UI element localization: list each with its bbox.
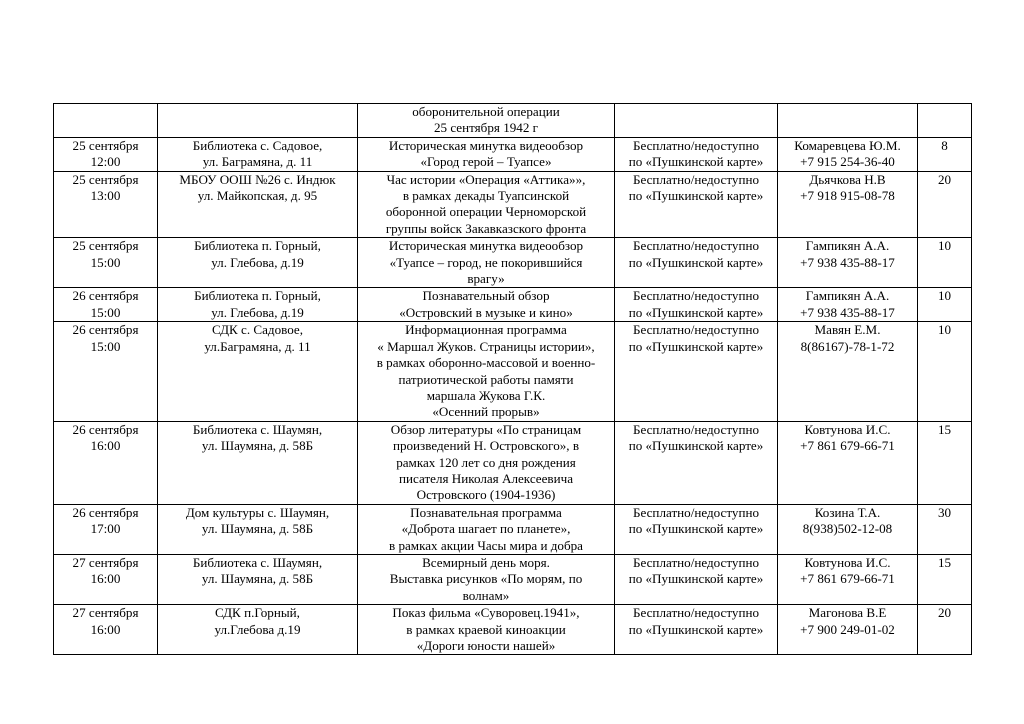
event-date-time-cell [54, 104, 158, 138]
event-attendance-value: 20 [937, 171, 952, 187]
event-description-line: писателя Николая Алексеевича [398, 470, 574, 486]
event-contact-line: +7 938 435-88-17 [800, 304, 895, 320]
event-contact-cell [778, 554, 918, 604]
event-attendance-value: 30 [937, 504, 952, 520]
event-venue-cell [158, 554, 358, 604]
event-description-cell [358, 104, 615, 138]
event-description-cell [358, 288, 615, 322]
event-price-line: по «Пушкинской карте» [628, 521, 764, 537]
events-table [53, 103, 972, 655]
event-contact-cell [778, 504, 918, 554]
event-description-line: Всемирный день моря. [422, 554, 550, 570]
event-venue-cell [158, 238, 358, 288]
event-contact-line: Гампикян А.А. [805, 238, 890, 254]
event-attendance-cell [918, 504, 972, 554]
event-description-cell [358, 137, 615, 171]
event-description-cell [358, 605, 615, 655]
event-description-line: в рамках акции Часы мира и добра [388, 537, 583, 553]
event-date-time-line: 15:00 [90, 338, 121, 354]
event-description-line: Островского (1904-1936) [416, 487, 556, 503]
event-date-time-cell [54, 504, 158, 554]
event-price-line: Бесплатно/недоступно [632, 137, 760, 153]
event-date-time-line: 26 сентября [72, 288, 139, 304]
event-date-time-line: 12:00 [90, 154, 121, 170]
event-venue-line: ул. Глебова, д.19 [211, 304, 304, 320]
event-venue-cell [158, 288, 358, 322]
event-attendance-cell [918, 137, 972, 171]
event-price-cell [615, 171, 778, 238]
event-date-time-line: 13:00 [90, 188, 121, 204]
event-description-cell [358, 504, 615, 554]
table-row [54, 238, 972, 288]
event-price-line: Бесплатно/недоступно [632, 554, 760, 570]
event-date-time-cell [54, 288, 158, 322]
event-venue-line: ул. Глебова, д.19 [211, 254, 304, 270]
event-venue-line: Библиотека п. Горный, [194, 288, 321, 304]
event-venue-line: Библиотека п. Горный, [194, 238, 321, 254]
event-description-line: Историческая минутка видеообзор [388, 238, 584, 254]
event-date-time-cell [54, 554, 158, 604]
event-price-cell [615, 421, 778, 504]
event-price-line: Бесплатно/недоступно [632, 238, 760, 254]
event-description-line: рамках 120 лет со дня рождения [396, 454, 576, 470]
event-description-cell [358, 238, 615, 288]
event-attendance-value: 8 [941, 137, 948, 153]
event-venue-cell [158, 104, 358, 138]
event-contact-line: 8(86167)-78-1-72 [800, 338, 895, 354]
event-contact-cell [778, 322, 918, 421]
event-date-time-line: 15:00 [90, 254, 121, 270]
event-venue-line: МБОУ ООШ №26 с. Индюк [179, 171, 336, 187]
event-date-time-line: 16:00 [90, 571, 121, 587]
event-attendance-cell [918, 322, 972, 421]
event-description-line: врагу» [467, 271, 505, 287]
event-description-line: «Город герой – Туапсе» [420, 154, 552, 170]
event-venue-cell [158, 421, 358, 504]
event-date-time-line: 25 сентября [72, 171, 139, 187]
event-description-cell [358, 554, 615, 604]
event-description-line: «Островский в музыке и кино» [399, 304, 573, 320]
event-venue-line: ул. Баграмяна, д. 11 [202, 154, 313, 170]
event-price-cell [615, 554, 778, 604]
event-price-line: по «Пушкинской карте» [628, 338, 764, 354]
event-attendance-cell [918, 421, 972, 504]
event-price-cell [615, 288, 778, 322]
event-venue-line: ул. Шаумяна, д. 58Б [201, 521, 314, 537]
event-venue-cell [158, 137, 358, 171]
event-attendance-value: 10 [937, 288, 952, 304]
event-price-line: по «Пушкинской карте» [628, 438, 764, 454]
event-price-line: Бесплатно/недоступно [632, 171, 760, 187]
event-attendance-value: 10 [937, 238, 952, 254]
event-attendance-value: 10 [937, 322, 952, 338]
event-description-line: Час истории «Операция «Аттика»», [386, 171, 586, 187]
event-date-time-line: 27 сентября [72, 554, 139, 570]
event-description-line: Познавательная программа [410, 504, 562, 520]
event-description-line: «Туапсе – город, не покорившийся [389, 254, 583, 270]
event-date-time-cell [54, 171, 158, 238]
event-attendance-cell [918, 554, 972, 604]
event-contact-line: +7 900 249-01-02 [800, 621, 895, 637]
event-price-line: по «Пушкинской карте» [628, 154, 764, 170]
event-price-line: по «Пушкинской карте» [628, 304, 764, 320]
event-price-line: Бесплатно/недоступно [632, 605, 760, 621]
event-contact-cell [778, 605, 918, 655]
event-attendance-cell [918, 288, 972, 322]
event-price-cell [615, 238, 778, 288]
table-row [54, 288, 972, 322]
event-attendance-cell [918, 605, 972, 655]
event-price-line: Бесплатно/недоступно [632, 504, 760, 520]
event-price-line: по «Пушкинской карте» [628, 571, 764, 587]
event-venue-line: Библиотека с. Садовое, [192, 137, 323, 153]
event-venue-line: СДК п.Горный, [215, 605, 300, 621]
event-venue-line: ул.Глебова д.19 [214, 621, 301, 637]
event-date-time-line: 17:00 [90, 521, 121, 537]
event-date-time-cell [54, 605, 158, 655]
event-contact-line: Ковтунова И.С. [804, 421, 891, 437]
event-contact-line: Ковтунова И.С. [804, 554, 891, 570]
event-description-line: Историческая минутка видеообзор [388, 137, 584, 153]
event-description-line: патриотической работы памяти [398, 371, 574, 387]
event-venue-line: Библиотека с. Шаумян, [192, 421, 323, 437]
event-description-line: Познавательный обзор [422, 288, 550, 304]
event-description-line: волнам» [462, 587, 510, 603]
event-description-cell [358, 421, 615, 504]
event-price-line: по «Пушкинской карте» [628, 621, 764, 637]
event-date-time-line: 16:00 [90, 621, 121, 637]
event-venue-line: СДК с. Садовое, [211, 322, 304, 338]
event-date-time-line: 25 сентября [72, 238, 139, 254]
event-price-line: Бесплатно/недоступно [632, 288, 760, 304]
table-row [54, 605, 972, 655]
event-description-line: в рамках декады Туапсинской [402, 188, 570, 204]
event-contact-cell [778, 238, 918, 288]
event-date-time-line: 25 сентября [72, 137, 139, 153]
event-description-cell [358, 322, 615, 421]
event-contact-line: Мавян Е.М. [814, 322, 881, 338]
event-date-time-line: 26 сентября [72, 322, 139, 338]
event-price-line: Бесплатно/недоступно [632, 421, 760, 437]
event-description-line: оборонительной операции [412, 104, 560, 119]
event-date-time-cell [54, 238, 158, 288]
event-price-cell [615, 504, 778, 554]
event-description-line: « Маршал Жуков. Страницы истории», [377, 338, 595, 354]
event-attendance-value: 15 [937, 554, 952, 570]
event-venue-cell [158, 322, 358, 421]
event-venue-line: Дом культуры с. Шаумян, [185, 504, 330, 520]
event-contact-cell [778, 288, 918, 322]
event-date-time-cell [54, 322, 158, 421]
event-description-line: Показ фильма «Суворовец.1941», [392, 605, 580, 621]
event-description-line: «Доброта шагает по планете», [401, 521, 571, 537]
event-venue-cell [158, 504, 358, 554]
event-attendance-cell [918, 238, 972, 288]
event-venue-line: ул. Майкопская, д. 95 [197, 188, 318, 204]
event-price-line: по «Пушкинской карте» [628, 254, 764, 270]
event-price-cell [615, 137, 778, 171]
table-row [54, 322, 972, 421]
event-venue-line: Библиотека с. Шаумян, [192, 554, 323, 570]
event-description-line: группы войск Закавказского фронта [385, 220, 587, 236]
event-price-line: по «Пушкинской карте» [628, 188, 764, 204]
event-venue-cell [158, 605, 358, 655]
event-date-time-line: 27 сентября [72, 605, 139, 621]
event-date-time-line: 16:00 [90, 438, 121, 454]
event-attendance-cell [918, 171, 972, 238]
event-description-line: «Осенний прорыв» [432, 404, 540, 420]
event-venue-line: ул. Шаумяна, д. 58Б [201, 438, 314, 454]
event-description-line: Выставка рисунков «По морям, по [389, 571, 583, 587]
event-description-line: маршала Жукова Г.К. [426, 387, 546, 403]
event-description-cell [358, 171, 615, 238]
event-venue-line: ул. Шаумяна, д. 58Б [201, 571, 314, 587]
event-contact-line: +7 915 254-36-40 [800, 154, 895, 170]
event-contact-line: 8(938)502-12-08 [802, 521, 893, 537]
event-contact-line: +7 938 435-88-17 [800, 254, 895, 270]
event-attendance-value: 15 [937, 421, 952, 437]
event-description-line: Обзор литературы «По страницам [390, 421, 582, 437]
event-contact-line: Дьячкова Н.В [809, 171, 886, 187]
event-price-cell [615, 104, 778, 138]
event-contact-line: Козина Т.А. [814, 504, 881, 520]
event-venue-line: ул.Баграмяна, д. 11 [204, 338, 311, 354]
event-description-line: 25 сентября 1942 г [433, 120, 539, 136]
table-row [54, 504, 972, 554]
event-date-time-line: 15:00 [90, 304, 121, 320]
event-price-line: Бесплатно/недоступно [632, 322, 760, 338]
event-contact-cell [778, 104, 918, 138]
event-contact-line: +7 861 679-66-71 [800, 438, 895, 454]
event-date-time-line: 26 сентября [72, 421, 139, 437]
table-row [54, 421, 972, 504]
event-contact-line: +7 918 915-08-78 [800, 188, 895, 204]
event-price-cell [615, 605, 778, 655]
event-attendance-value: 20 [937, 605, 952, 621]
event-contact-line: Комаревцева Ю.М. [794, 137, 901, 153]
event-date-time-cell [54, 421, 158, 504]
event-contact-line: +7 861 679-66-71 [800, 571, 895, 587]
event-contact-line: Магонова В.Е [808, 605, 887, 621]
event-contact-cell [778, 421, 918, 504]
event-attendance-cell [918, 104, 972, 138]
event-date-time-cell [54, 137, 158, 171]
event-description-line: в рамках краевой киноакции [406, 621, 566, 637]
event-contact-cell [778, 171, 918, 238]
event-date-time-line: 26 сентября [72, 504, 139, 520]
event-price-cell [615, 322, 778, 421]
event-description-line: произведений Н. Островского», в [392, 438, 580, 454]
event-description-line: оборонной операции Черноморской [385, 204, 587, 220]
event-contact-line: Гампикян А.А. [805, 288, 890, 304]
event-contact-cell [778, 137, 918, 171]
event-description-line: Информационная программа [405, 322, 567, 338]
table-row [54, 104, 972, 138]
event-venue-cell [158, 171, 358, 238]
table-row [54, 137, 972, 171]
event-description-line: в рамках оборонно-массовой и военно- [376, 355, 596, 371]
table-row [54, 171, 972, 238]
table-row [54, 554, 972, 604]
event-description-line: «Дороги юности нашей» [416, 638, 556, 653]
